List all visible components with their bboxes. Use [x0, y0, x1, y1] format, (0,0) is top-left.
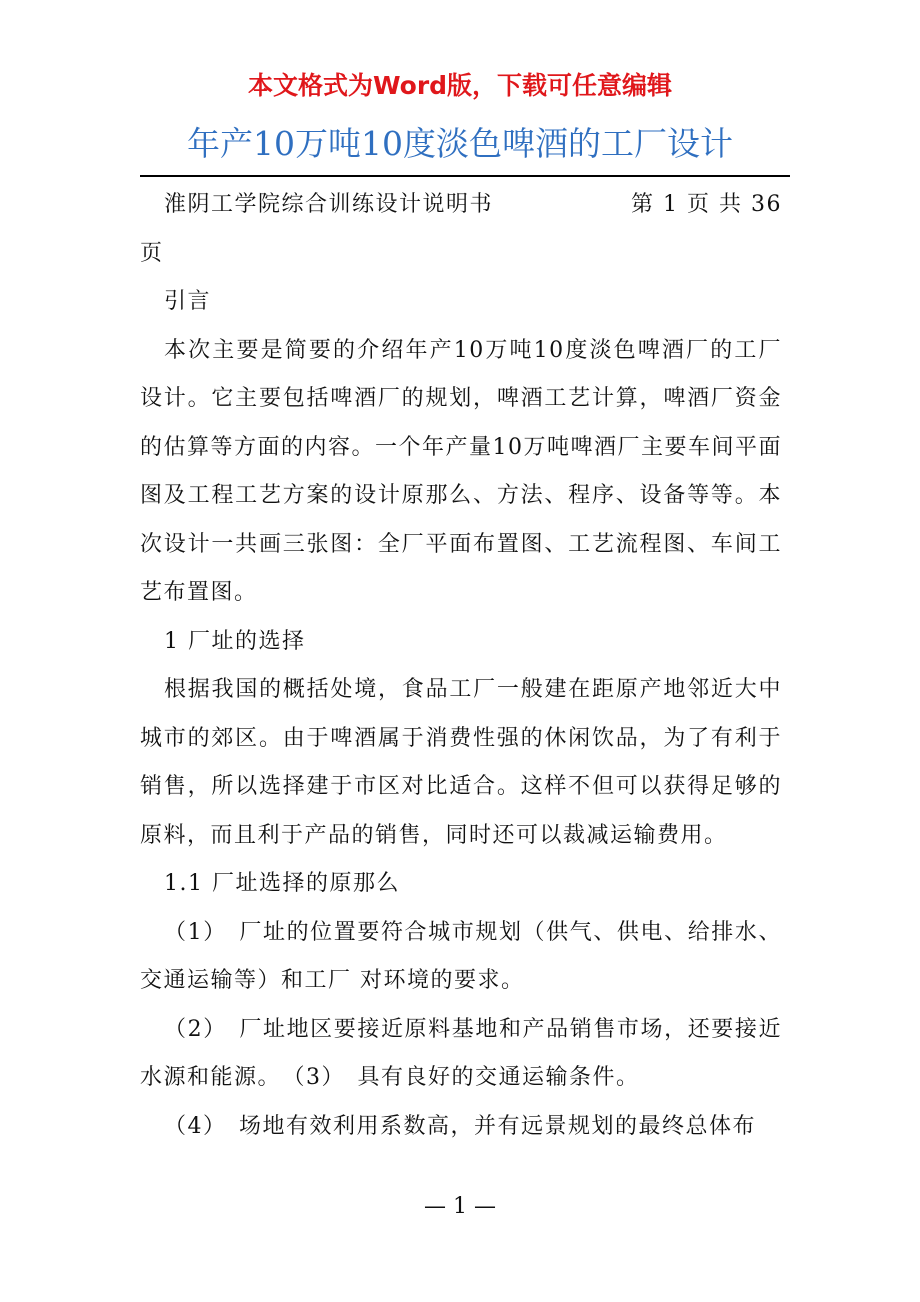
header-right: 第 1 页 共 36 — [631, 192, 782, 217]
list-item-4: （4） 场地有效利用系数高，并有远景规划的最终总体布 — [164, 1113, 756, 1139]
document-title: 年产10万吨10度淡色啤酒的工厂设计 — [187, 124, 733, 163]
document-body — [140, 181, 782, 1151]
header-wrap: 页 — [140, 240, 164, 266]
intro-paragraph: 本次主要是简要的介绍年产10万吨10度淡色啤酒厂的工厂设计。它主要包括啤酒厂的规划，啤酒工艺计算，啤酒厂资金的估算等方面的内容。一个年产量10万吨啤酒厂主要车间平面图及工程工艺方案的设计原那么、方法、程序、设备等等。本次设计一共画三张图：全厂平面布置图、工艺流程图、车间工艺布置图。 — [140, 337, 782, 605]
list-item-2: （2） 厂址地区要接近原料基地和产品销售市场，还要接近水源和能源。 （3） 具有良好的交通运输条件。 — [140, 1016, 782, 1090]
section-1-heading: 1 厂址的选择 — [164, 628, 306, 654]
section-1-1-heading: 1.1 厂址选择的原那么 — [164, 871, 400, 896]
intro-heading: 引言 — [164, 289, 212, 314]
header-rule — [140, 175, 790, 177]
running-header — [140, 181, 782, 230]
header-left: 淮阴工学院综合训练设计说明书 — [164, 192, 494, 217]
page-number: — 1 — — [424, 1194, 496, 1219]
list-item-1: （1） 厂址的位置要符合城市规划（供气、供电、给排水、交通运输等）和工厂 对环境的要求。 — [140, 919, 782, 993]
section-1-paragraph: 根据我国的概括处境，食品工厂一般建在距原产地邻近大中城市的郊区。由于啤酒属于消费性强的休闲饮品，为了有利于销售，所以选择建于市区对比适合。这样不但可以获得足够的原料，而且利于产品的销售，同时还可以裁减运输费用。 — [140, 677, 782, 848]
format-notice: 本文格式为Word版，下载可任意编辑 — [247, 71, 673, 100]
